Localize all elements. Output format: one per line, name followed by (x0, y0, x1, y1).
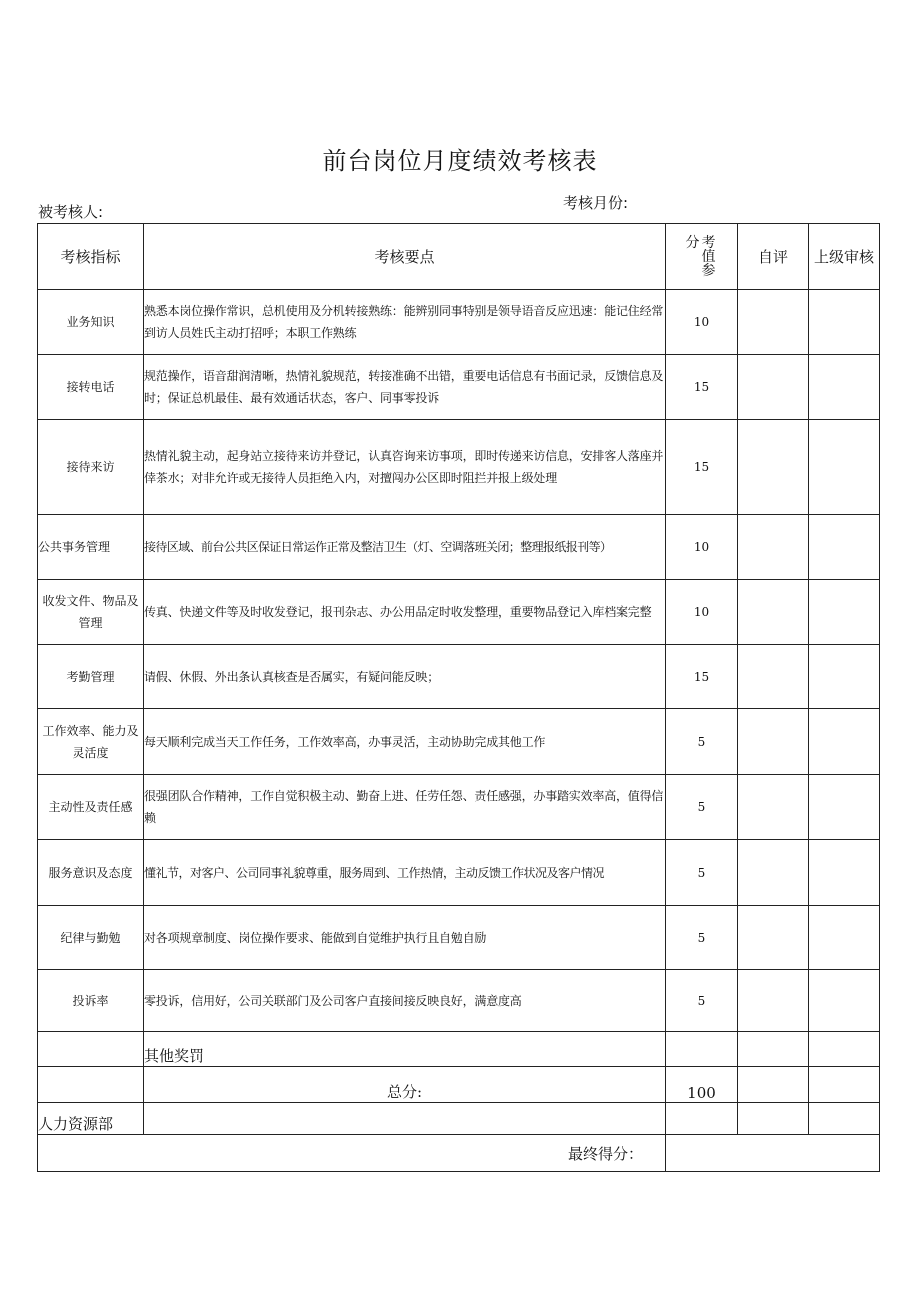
key-points-cell: 对各项规章制度、岗位操作要求、能做到自觉维护执行且自勉自励 (144, 906, 666, 970)
hr-self-cell[interactable] (738, 1103, 809, 1135)
assessment-month-label: 考核月份: (563, 194, 629, 212)
superior-review-cell[interactable] (809, 580, 880, 645)
key-points-cell: 熟悉本岗位操作常识，总机使用及分机转接熟练：能辨别同事特别是领导语音反应迅速：能记住经常到访人员姓氏主动打招呼；本职工作熟练 (144, 290, 666, 355)
performance-table (37, 223, 880, 1172)
other-rewards-blank-cell (38, 1032, 144, 1067)
self-eval-cell[interactable] (738, 775, 809, 840)
superior-review-cell[interactable] (809, 840, 880, 906)
hr-superior-cell[interactable] (809, 1103, 880, 1135)
indicator-cell: 纪律与勤勉 (38, 906, 144, 970)
indicator-cell: 业务知识 (38, 290, 144, 355)
score-value-cell: 15 (666, 355, 738, 420)
header-score (666, 224, 738, 290)
total-superior-cell[interactable] (809, 1067, 880, 1103)
table-row (38, 290, 880, 355)
score-value-cell: 5 (666, 970, 738, 1032)
indicator-cell: 公共事务管理 (38, 515, 144, 580)
superior-review-cell[interactable] (809, 515, 880, 580)
reviewee-label: 被考核人: (38, 203, 104, 221)
other-rewards-row (38, 1032, 880, 1067)
total-row (38, 1067, 880, 1103)
self-eval-cell[interactable] (738, 840, 809, 906)
self-eval-cell[interactable] (738, 709, 809, 775)
score-value-cell: 10 (666, 515, 738, 580)
key-points-cell: 规范操作，语音甜润清晰，热情礼貌规范，转接准确不出错，重要电话信息有书面记录，反馈信息及时；保证总机最佳、最有效通话状态，客户、同事零投诉 (144, 355, 666, 420)
superior-review-cell[interactable] (809, 775, 880, 840)
table-row (38, 515, 880, 580)
other-rewards-self-cell[interactable] (738, 1032, 809, 1067)
score-value-cell: 10 (666, 580, 738, 645)
score-value-cell: 15 (666, 645, 738, 709)
indicator-cell: 收发文件、物品及管理 (38, 580, 144, 645)
header-key-points: 考核要点 (144, 224, 666, 290)
key-points-cell: 热情礼貌主动，起身站立接待来访并登记，认真咨询来访事项，即时传递来访信息，安排客人落座并倖茶水；对非允许或无接待人员拒绝入内，对擅闯办公区即时阻拦并报上级处理 (144, 420, 666, 515)
final-score-label: 最终得分： (38, 1135, 666, 1172)
page-title: 前台岗位月度绩效考核表 (322, 147, 598, 175)
indicator-cell: 接待来访 (38, 420, 144, 515)
table-row (38, 970, 880, 1032)
self-eval-cell[interactable] (738, 906, 809, 970)
table-row (38, 580, 880, 645)
superior-review-cell[interactable] (809, 709, 880, 775)
key-points-cell: 懂礼节，对客户、公司同事礼貌尊重，服务周到、工作热情，主动反馈工作状况及客户情况 (144, 840, 666, 906)
self-eval-cell[interactable] (738, 355, 809, 420)
superior-review-cell[interactable] (809, 906, 880, 970)
other-rewards-superior-cell[interactable] (809, 1032, 880, 1067)
self-eval-cell[interactable] (738, 970, 809, 1032)
key-points-cell: 很强团队合作精神，工作自觉积极主动、勤奋上进、任劳任怨、责任感强，办事踏实效率高，值得信赖 (144, 775, 666, 840)
final-score-row (38, 1135, 880, 1172)
other-rewards-label: 其他奖罚 (144, 1032, 666, 1067)
score-value-cell: 5 (666, 840, 738, 906)
key-points-cell: 每天顺利完成当天工作任务，工作效率高，办事灵活，主动协助完成其他工作 (144, 709, 666, 775)
score-value-cell: 10 (666, 290, 738, 355)
self-eval-cell[interactable] (738, 645, 809, 709)
self-eval-cell[interactable] (738, 515, 809, 580)
superior-review-cell[interactable] (809, 420, 880, 515)
table-row (38, 355, 880, 420)
hr-score-cell[interactable] (666, 1103, 738, 1135)
superior-review-cell[interactable] (809, 290, 880, 355)
header-self-eval: 自评 (738, 224, 809, 290)
table-header-row (38, 224, 880, 290)
hr-department-label: 人力资源部 (38, 1103, 144, 1135)
header-score-line1: 分考 (685, 234, 718, 251)
header-superior-review: 上级审核 (809, 224, 880, 290)
table-row (38, 906, 880, 970)
key-points-cell: 请假、休假、外出条认真核查是否属实，有疑问能反映； (144, 645, 666, 709)
indicator-cell: 服务意识及态度 (38, 840, 144, 906)
indicator-cell: 考勤管理 (38, 645, 144, 709)
other-rewards-score-cell[interactable] (666, 1032, 738, 1067)
superior-review-cell[interactable] (809, 645, 880, 709)
table-row (38, 840, 880, 906)
header-score-line3: 参 (701, 262, 716, 279)
score-value-cell: 15 (666, 420, 738, 515)
key-points-cell: 零投诉，信用好，公司关联部门及公司客户直接间接反映良好，满意度高 (144, 970, 666, 1032)
table-row (38, 709, 880, 775)
table-row (38, 420, 880, 515)
hr-row (38, 1103, 880, 1135)
key-points-cell: 传真、快递文件等及时收发登记，报刊杂志、办公用品定时收发整理，重要物品登记入库档案完整 (144, 580, 666, 645)
score-value-cell: 5 (666, 906, 738, 970)
hr-blank-cell (144, 1103, 666, 1135)
indicator-cell: 工作效率、能力及灵活度 (38, 709, 144, 775)
key-points-cell: 接待区域、前台公共区保证日常运作正常及整洁卫生（灯、空调落班关闭；整理报纸报刊等） (144, 515, 666, 580)
header-score-line2: 值 (701, 248, 716, 265)
indicator-cell: 接转电话 (38, 355, 144, 420)
header-indicator: 考核指标 (38, 224, 144, 290)
score-value-cell: 5 (666, 709, 738, 775)
table-row (38, 775, 880, 840)
superior-review-cell[interactable] (809, 355, 880, 420)
total-blank-cell (38, 1067, 144, 1103)
superior-review-cell[interactable] (809, 970, 880, 1032)
total-value: 100 (666, 1067, 738, 1103)
self-eval-cell[interactable] (738, 580, 809, 645)
table-row (38, 645, 880, 709)
indicator-cell: 主动性及责任感 (38, 775, 144, 840)
self-eval-cell[interactable] (738, 290, 809, 355)
indicator-cell: 投诉率 (38, 970, 144, 1032)
total-label: 总分: (144, 1067, 666, 1103)
self-eval-cell[interactable] (738, 420, 809, 515)
total-self-cell[interactable] (738, 1067, 809, 1103)
score-value-cell: 5 (666, 775, 738, 840)
final-score-value-cell[interactable] (666, 1135, 880, 1172)
